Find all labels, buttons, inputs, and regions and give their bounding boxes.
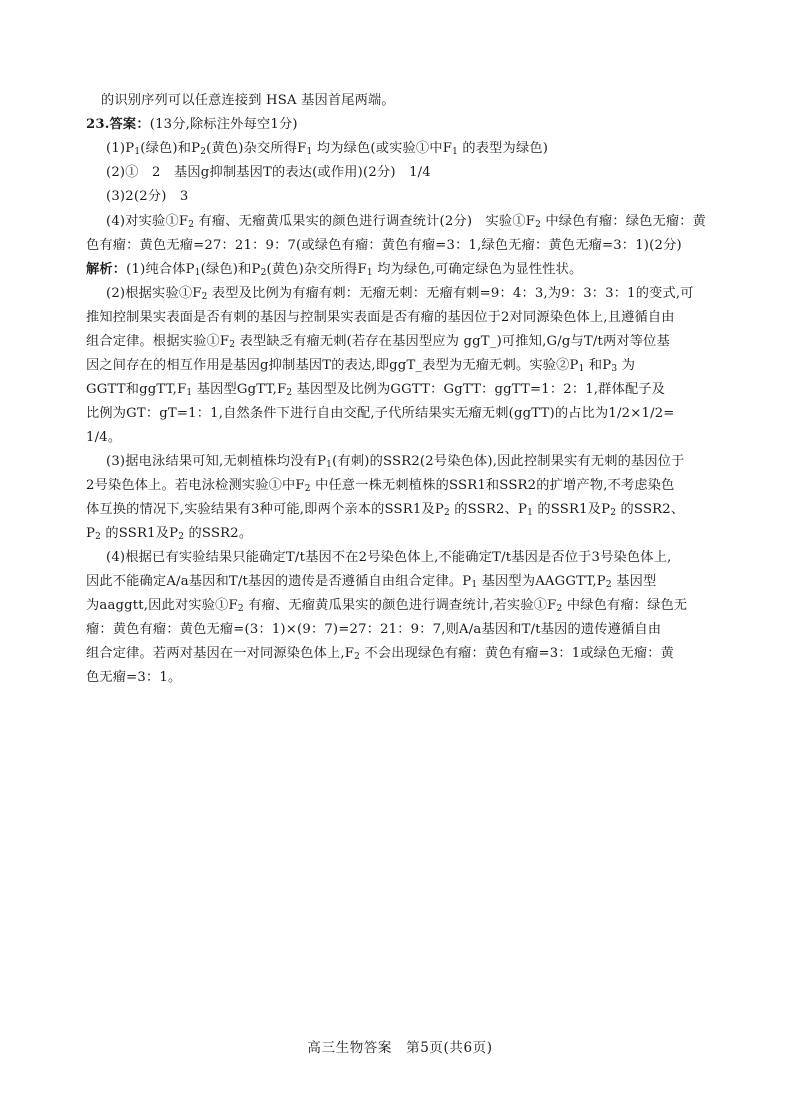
text-run: (绿色)和P	[140, 141, 201, 156]
page-footer: 高三生物答案 第5页(共6页)	[307, 1040, 493, 1056]
text-run: (2)根据实验①F	[106, 286, 202, 301]
subscript: 2	[178, 532, 185, 542]
text-run: 基因型为AAGGTT,P	[477, 574, 606, 589]
text-line	[86, 498, 684, 522]
subscript: 2	[304, 484, 311, 494]
text-run: 色无瘤=3：1。	[86, 670, 182, 685]
text-run: 有瘤、无瘤黄瓜果实的颜色进行调查统计(2分) 实验①F	[194, 214, 536, 229]
text-run: (1)纯合体P	[126, 262, 195, 277]
text-run: (绿色)和P	[200, 262, 261, 277]
subscript: 1	[471, 580, 478, 590]
text-run: 的SSR2、P	[449, 502, 528, 517]
text-run: 的SSR2、	[616, 502, 685, 517]
text-run: (黄色)杂交所得F	[266, 262, 367, 277]
text-run: 中绿色有瘤：绿色无	[562, 598, 688, 613]
text-run: 基因型	[611, 574, 657, 589]
text-run: (3)据电泳结果可知,无刺植株均没有P	[106, 454, 327, 469]
text-line	[106, 161, 431, 185]
subscript: 1	[306, 147, 313, 157]
subscript: 1	[366, 268, 373, 278]
text-run: 的SSR1及P	[101, 526, 179, 541]
text-run: 瘤：黄色有瘤：黄色无瘤=(3：1)×(9：7)=27：21：9：7,则A/a基因和T/t基因的遗传遵循自由	[86, 622, 662, 637]
text-run: 基因型及比例为GGTT：GgTT：ggTT=1：2：1,群体配子及	[292, 382, 666, 397]
text-run: (3)2(2分) 3	[106, 189, 189, 204]
text-line	[86, 330, 670, 354]
text-run: (黄色)杂交所得F	[206, 141, 307, 156]
subscript: 1	[194, 268, 201, 278]
subscript: 2	[354, 652, 361, 662]
text-run: 为aaggtt,因此对实验①F	[86, 598, 238, 613]
text-run: (2)① 2 基因g抑制基因T的表达(或作用)(2分) 1/4	[106, 165, 431, 180]
text-line	[106, 282, 694, 306]
subscript: 2	[201, 292, 208, 302]
subscript: 2	[188, 220, 195, 230]
text-run: 和P	[584, 358, 612, 373]
subscript: 2	[286, 388, 293, 398]
subscript: 2	[556, 604, 563, 614]
subscript: 2	[237, 604, 244, 614]
text-run: 中绿色有瘤：绿色无瘤：黄	[541, 214, 707, 229]
subscript: 2	[95, 532, 102, 542]
text-line	[86, 306, 675, 330]
text-line	[86, 570, 656, 594]
text-line	[86, 618, 661, 642]
subscript: 1	[578, 364, 585, 374]
text-line	[106, 546, 671, 570]
text-run: (4)对实验①F	[106, 214, 189, 229]
text-line	[86, 642, 674, 666]
text-line	[86, 234, 682, 258]
text-run: 有瘤、无瘤黄瓜果实的颜色进行调查统计,若实验①F	[243, 598, 557, 613]
text-run: 表型缺乏有瘤无刺(若存在基因型应为 ggT_)可推知,G/g与T/t两对等位基	[235, 334, 670, 349]
text-run: 组合定律。根据实验①F	[86, 334, 230, 349]
subscript: 2	[535, 220, 541, 230]
subscript: 2	[605, 580, 612, 590]
text-run: 为	[617, 358, 636, 373]
subscript: 2	[229, 340, 236, 350]
text-run: 的识别序列可以任意连接到 HSA 基因首尾两端。	[101, 93, 395, 108]
text-line	[86, 522, 252, 546]
text-line	[86, 258, 582, 282]
text-line	[106, 450, 685, 474]
subscript: 1	[134, 147, 141, 157]
text-line	[86, 426, 121, 450]
text-line	[86, 354, 635, 378]
text-line	[106, 210, 706, 234]
subscript: 1	[186, 388, 193, 398]
text-run: 不会出现绿色有瘤：黄色有瘤=3：1或绿色无瘤：黄	[360, 646, 675, 661]
text-run: 23.答案：	[86, 117, 150, 132]
text-run: 色有瘤：黄色无瘤=27：21：9：7(或绿色有瘤：黄色有瘤=3：1,绿色无瘤：黄色无瘤=3：1)(2分)	[86, 238, 682, 253]
text-run: 的表型为绿色)	[458, 141, 549, 156]
text-run: (4)根据已有实验结果只能确定T/t基因不在2号染色体上,不能确定T/t基因是否位于3号染色体上,	[106, 550, 672, 565]
text-run: 的SSR1及P	[533, 502, 611, 517]
subscript: 2	[610, 508, 617, 518]
subscript: 1	[326, 460, 333, 470]
text-line	[86, 402, 675, 426]
subscript: 2	[260, 268, 267, 278]
text-run: 因此不能确定A/a基因和T/t基因的遗传是否遵循自由组合定律。P	[86, 574, 472, 589]
subscript: 1	[452, 147, 458, 157]
text-run: P	[86, 526, 96, 541]
text-line	[86, 666, 181, 690]
text-run: 中任意一株无刺植株的SSR1和SSR2的扩增产物,不考虑染色	[310, 478, 675, 493]
text-line	[86, 594, 687, 618]
text-line	[106, 185, 189, 209]
text-run: 推知控制果实表面是否有刺的基因与控制果实表面是否有瘤的基因位于2对同源染色体上,且遵循自由	[86, 310, 675, 325]
subscript: 2	[443, 508, 450, 518]
text-run: 解析：	[86, 262, 127, 277]
text-run: 基因型GgTT,F	[192, 382, 287, 397]
text-run: GGTT和ggTT,F	[86, 382, 187, 397]
text-run: 均为绿色,可确定绿色为显性性状。	[372, 262, 583, 277]
text-run: 因之间存在的相互作用是基因g抑制基因T的表达,即ggT_表型为无瘤无刺。实验②P	[86, 358, 579, 373]
subscript: 2	[200, 147, 207, 157]
text-run: 的SSR2。	[184, 526, 253, 541]
text-line	[106, 137, 548, 161]
text-run: 体互换的情况下,实验结果有3种可能,即两个亲本的SSR1及P	[86, 502, 444, 517]
text-line	[86, 474, 675, 498]
subscript: 3	[611, 364, 618, 374]
text-line	[101, 89, 395, 113]
text-line	[86, 113, 298, 137]
text-run: 表型及比例为有瘤有刺：无瘤无刺：无瘤有刺=9：4：3,为9：3：3：1的变式,可	[207, 286, 694, 301]
text-run: (1)P	[106, 141, 135, 156]
text-run: (有刺)的SSR2(2号染色体),因此控制果实有无刺的基因位于	[332, 454, 685, 469]
text-run: 比例为GT：gT=1：1,自然条件下进行自由交配,子代所结果实无瘤无刺(ggTT)的占比为1/2×1/2=	[86, 406, 675, 421]
text-run: 2号染色体上。若电泳检测实验①中F	[86, 478, 305, 493]
text-run: 组合定律。若两对基因在一对同源染色体上,F	[86, 646, 355, 661]
text-run: 均为绿色(或实验①中F	[312, 141, 453, 156]
text-run: (13分,除标注外每空1分)	[149, 117, 298, 132]
text-run: 1/4。	[86, 430, 122, 445]
subscript: 1	[527, 508, 534, 518]
text-line	[86, 378, 665, 402]
